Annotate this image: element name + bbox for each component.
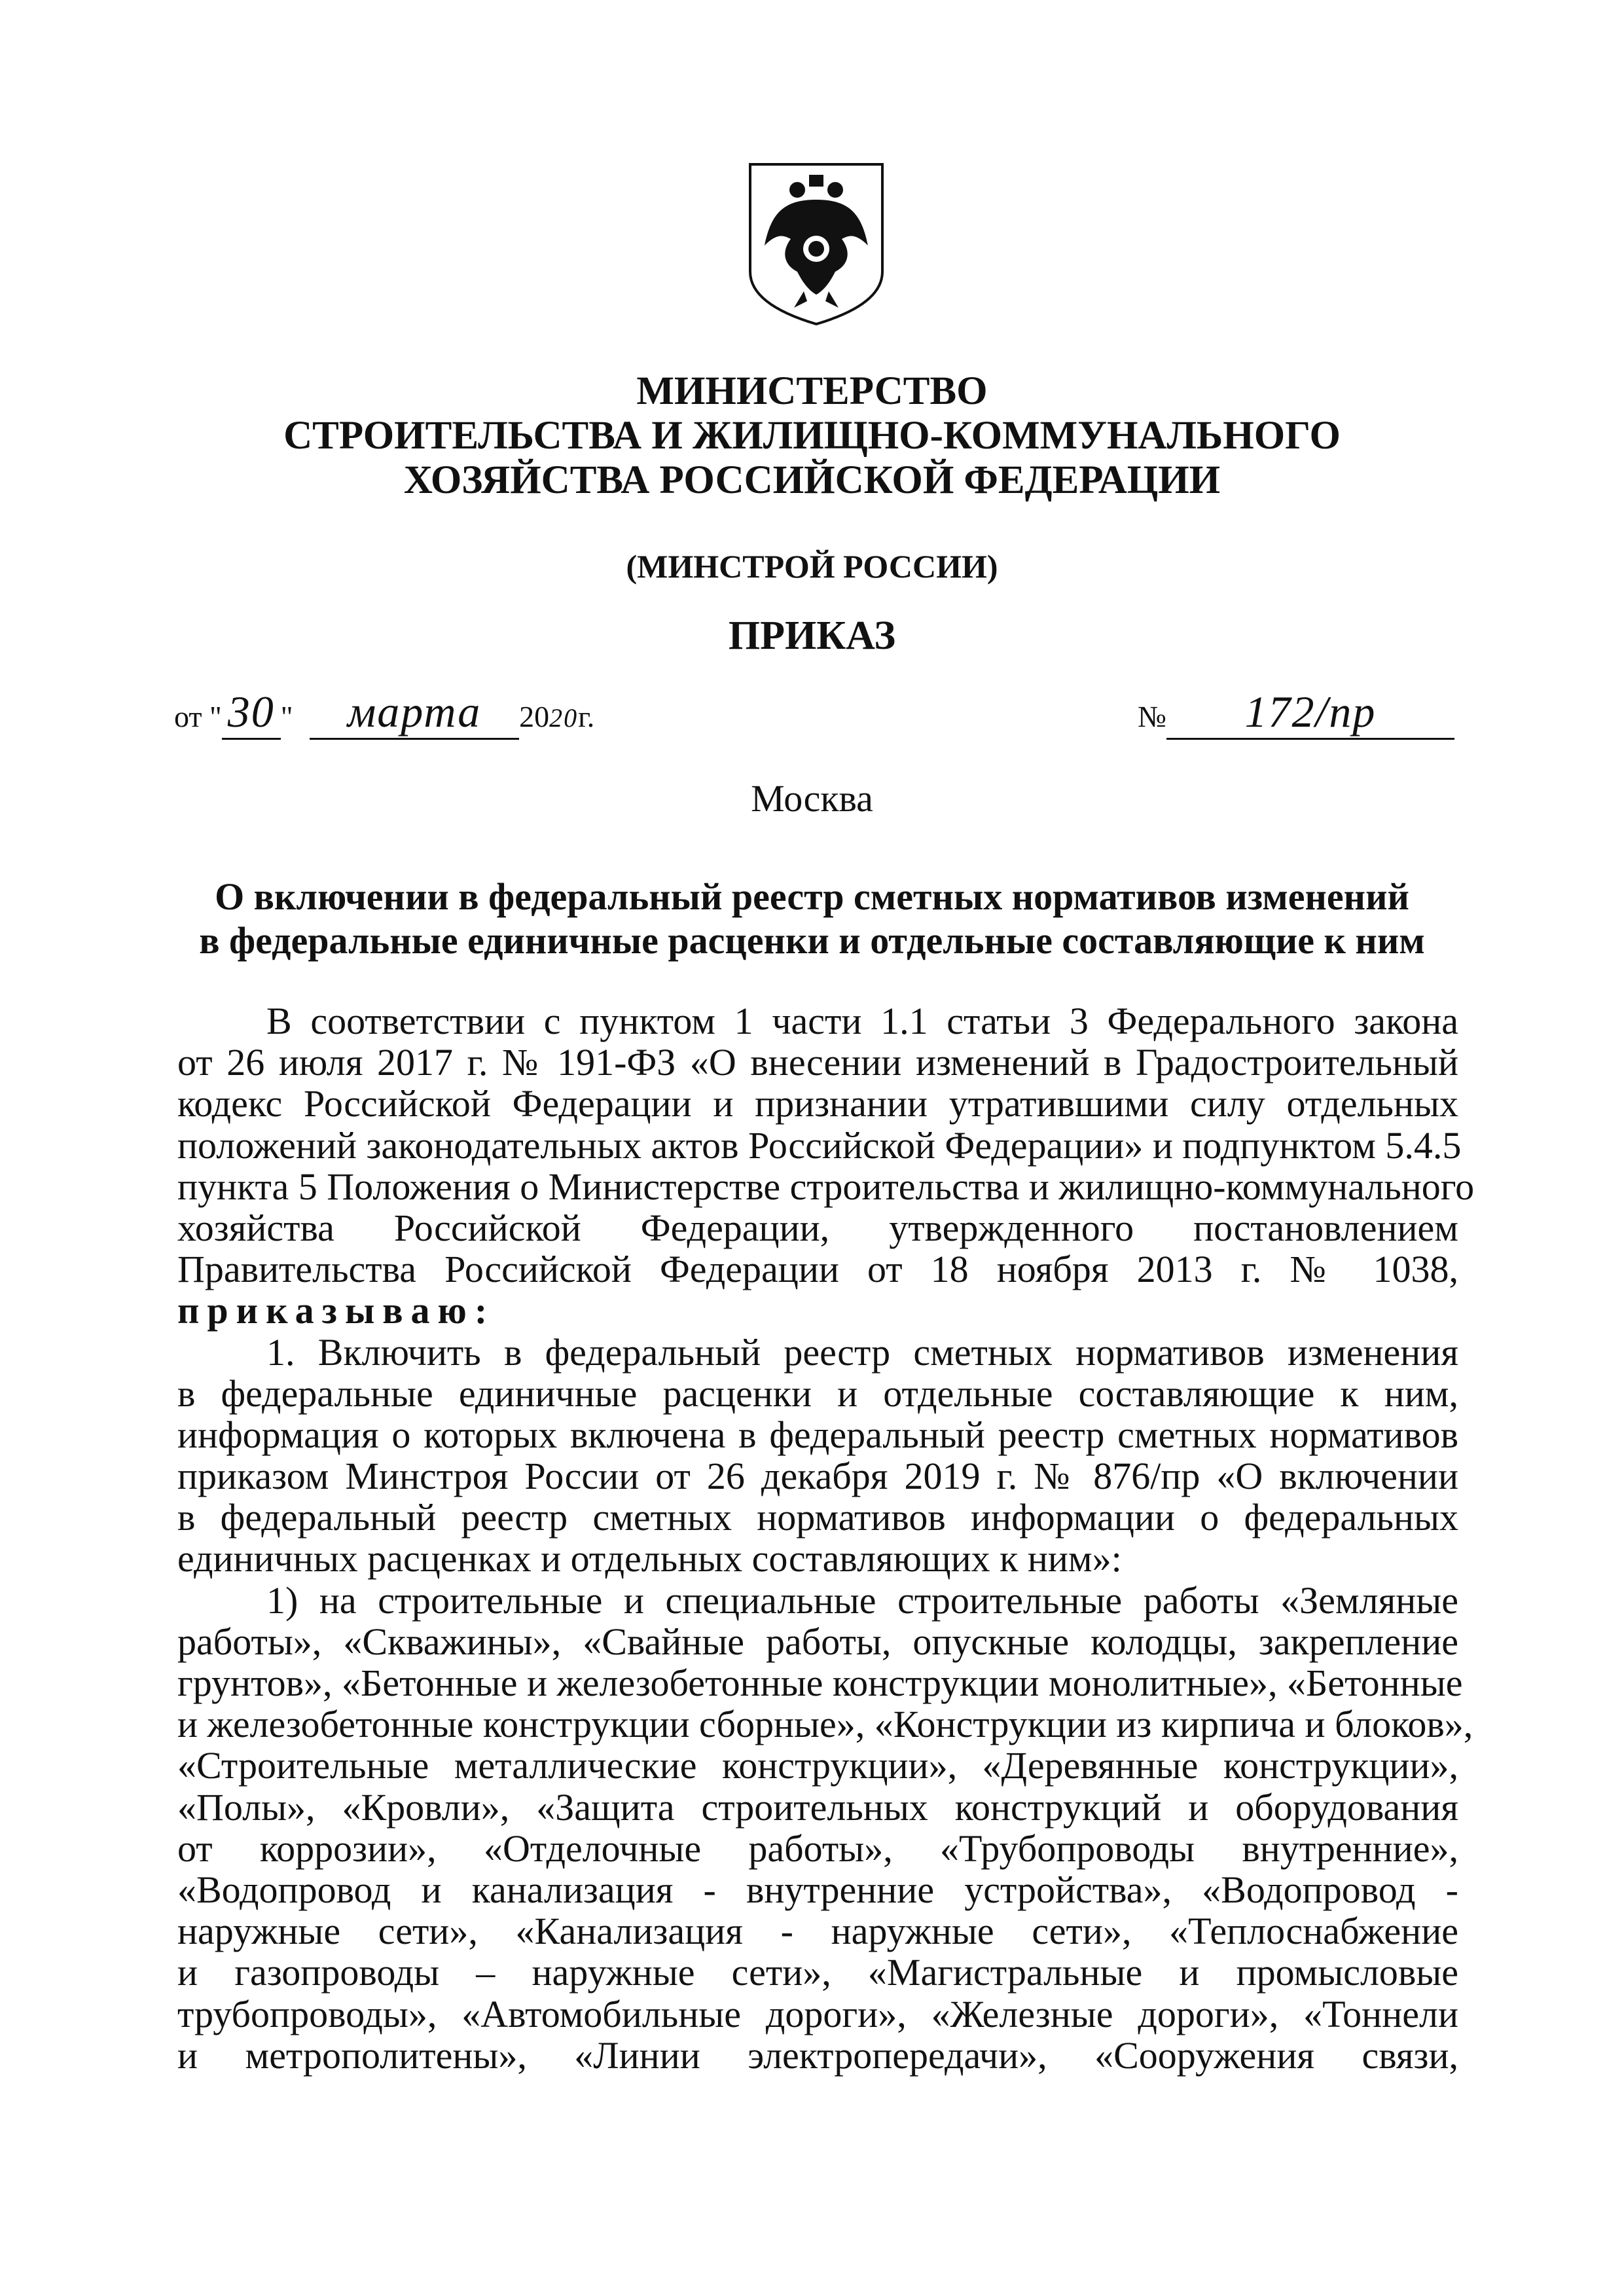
document-title: [0, 875, 1624, 962]
ministry-short-name: (МИНСТРОЙ РОССИИ): [626, 548, 998, 585]
body-line: и железобетонные конструкции сборные», «Конструкции из кирпича и блоков»,: [177, 1703, 1473, 1746]
title-line: О включении в федеральный реестр сметных нормативов изменений: [215, 875, 1409, 918]
handwritten-day: 30: [222, 686, 281, 740]
ministry-name: [0, 369, 1624, 503]
quote-close: ": [280, 700, 293, 733]
body-line: 1. Включить в федеральный реестр сметных нормативов изменения: [266, 1330, 1458, 1374]
quote-open: ": [209, 700, 222, 733]
body-line: В соответствии с пунктом 1 части 1.1 статьи 3 Федерального закона: [266, 1000, 1458, 1042]
ministry-name-line: СТРОИТЕЛЬСТВА И ЖИЛИЩНО-КОММУНАЛЬНОГО: [283, 414, 1341, 458]
body-line: и метрополитены», «Линии электропередачи», «Сооружения связи,: [177, 2033, 1458, 2077]
body-line: единичных расценках и отдельных составляющих к ним»:: [177, 1537, 1122, 1580]
handwritten-year: 20: [549, 703, 579, 733]
body-line: положений законодательных актов Российской Федерации» и подпунктом 5.4.5: [177, 1123, 1462, 1167]
body-line: «Строительные металлические конструкции», «Деревянные конструкции»,: [177, 1744, 1458, 1787]
ministry-name-line: ХОЗЯЙСТВА РОССИЙСКОЙ ФЕДЕРАЦИИ: [403, 458, 1221, 502]
number-label: №: [1138, 700, 1166, 733]
body-line: от 26 июля 2017 г. № 191-ФЗ «О внесении изменений в Градостроительный: [177, 1041, 1458, 1084]
body-line: кодекс Российской Федерации и признании утратившими силу отдельных: [177, 1082, 1458, 1125]
coat-of-arms-icon: [745, 160, 888, 328]
year-prefix: 20: [519, 700, 550, 733]
document-body: [177, 1000, 1475, 2077]
body-line: хозяйства Российской Федерации, утвержденного постановлением: [177, 1206, 1458, 1249]
body-line: «Полы», «Кровли», «Защита строительных конструкций и оборудования: [177, 1785, 1458, 1829]
body-line: и газопроводы – наружные сети», «Магистральные и промысловые: [177, 1951, 1458, 1994]
body-line: приказываю:: [177, 1289, 496, 1332]
body-line: работы», «Скважины», «Свайные работы, опускные колодцы, закрепление: [177, 1620, 1458, 1663]
year-end: г.: [578, 700, 595, 733]
title-line: в федеральные единичные расценки и отдельные составляющие к ним: [199, 919, 1425, 962]
ministry-name-line: МИНИСТЕРСТВО: [636, 369, 988, 413]
document-number: [1138, 686, 1454, 740]
body-line: пункта 5 Положения о Министерстве строительства и жилищно-коммунального: [177, 1165, 1475, 1208]
body-line: 1) на строительные и специальные строительные работы «Земляные: [266, 1578, 1458, 1622]
document-date: [174, 686, 594, 740]
body-line: «Водопровод и канализация - внутренние устройства», «Водопровод -: [177, 1868, 1458, 1911]
body-line: в федеральный реестр сметных нормативов информации о федеральных: [177, 1496, 1458, 1539]
handwritten-number: 172/пр: [1166, 686, 1454, 740]
body-line: Правительства Российской Федерации от 18 ноября 2013 г. № 1038,: [177, 1248, 1458, 1291]
body-line: от коррозии», «Отделочные работы», «Трубопроводы внутренние»,: [177, 1827, 1458, 1870]
date-prefix: от: [174, 700, 202, 733]
city: Москва: [751, 777, 873, 820]
handwritten-month: марта: [310, 686, 519, 740]
body-line: грунтов», «Бетонные и железобетонные конструкции монолитные», «Бетонные: [177, 1662, 1463, 1704]
body-line: в федеральные единичные расценки и отдельные составляющие к ним,: [177, 1372, 1458, 1415]
body-line: приказом Минстроя России от 26 декабря 2019 г. № 876/пр «О включении: [177, 1455, 1458, 1498]
body-line: наружные сети», «Канализация - наружные сети», «Теплоснабжение: [177, 1910, 1458, 1953]
body-line: трубопроводы», «Автомобильные дороги», «Железные дороги», «Тоннели: [177, 1992, 1458, 2035]
body-line: информация о которых включена в федеральный реестр сметных нормативов: [177, 1413, 1458, 1456]
document-type: ПРИКАЗ: [728, 613, 896, 658]
